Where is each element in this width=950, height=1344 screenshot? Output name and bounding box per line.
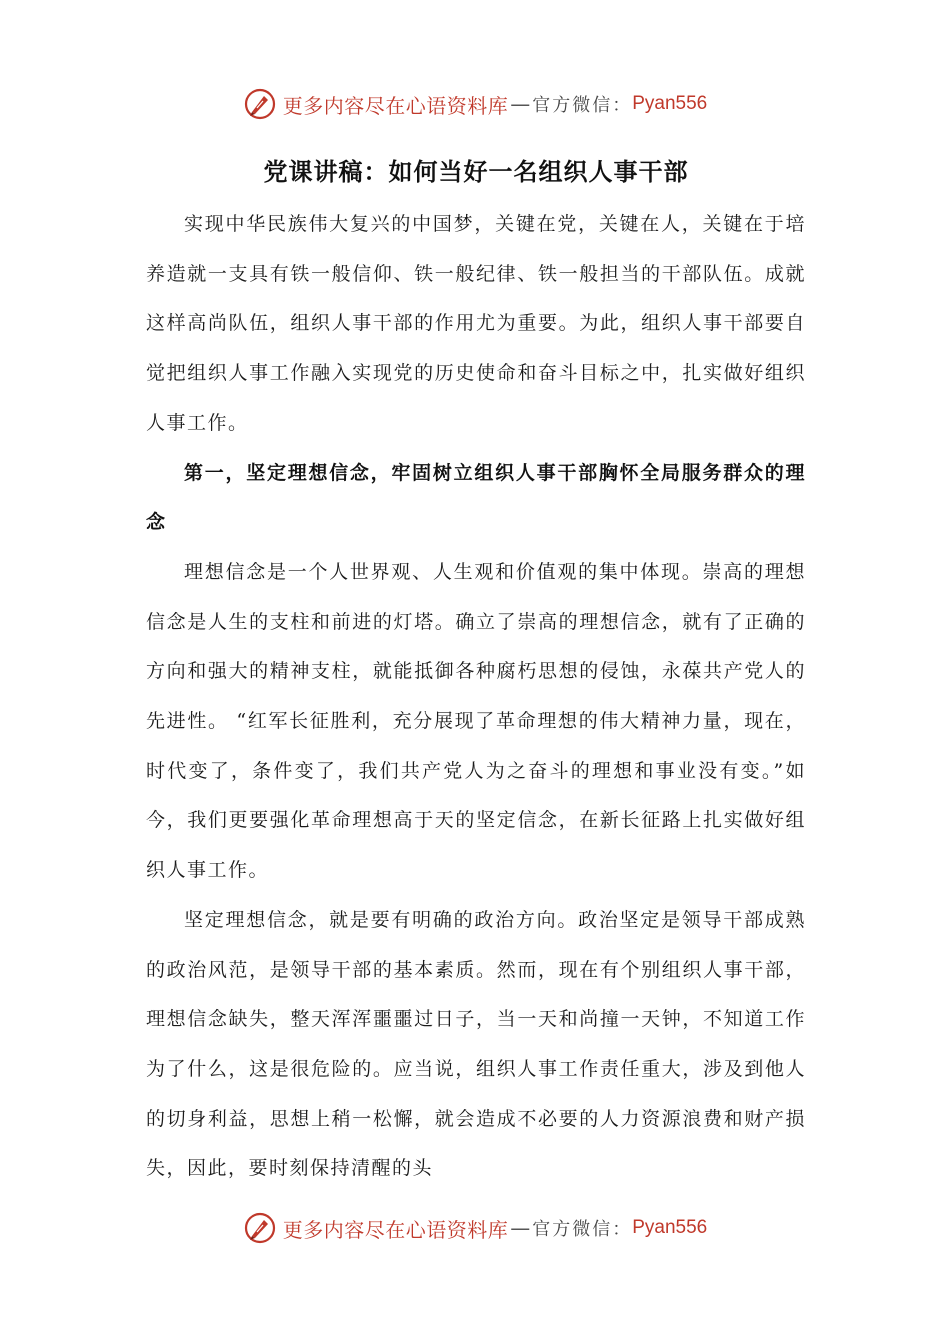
document-body (146, 150, 806, 1194)
paragraph-intro: 实现中华民族伟大复兴的中国梦，关键在党，关键在人，关键在于培养造就一支具有铁一般信仰、铁一般纪律、铁一般担当的干部队伍。成就这样高尚队伍，组织人事干部的作用尤为重要。为此，组织人事干部要自觉把组织人事工作融入实现党的历史使命和奋斗目标之中，扎实做好组织人事工作。 (146, 213, 806, 434)
banner-separator: — (510, 92, 531, 116)
banner-official-label: 官方微信： (532, 1219, 633, 1240)
footer-banner (0, 1208, 950, 1248)
pen-nib-logo-icon (243, 87, 277, 121)
pen-nib-logo-icon (243, 1211, 277, 1245)
banner-brand-text: 更多内容尽在心语资料库 (282, 93, 509, 118)
paragraph-political-direction: 坚定理想信念，就是要有明确的政治方向。政治坚定是领导干部成熟的政治风范，是领导干部的基本素质。然而，现在有个别组织人事干部，理想信念缺失，整天浑浑噩噩过日子，当一天和尚撞一天钟，不知道工作为了什么，这是很危险的。应当说，组织人事工作责任重大，涉及到他人的切身利益，思想上稍一松懈，就会造成不必要的人力资源浪费和财产损失，因此，要时刻保持清醒的头 (146, 908, 806, 1180)
banner-separator: — (510, 1216, 531, 1240)
banner-official-label: 官方微信： (532, 95, 633, 116)
banner-brand-text: 更多内容尽在心语资料库 (282, 1217, 509, 1242)
paragraph-ideals: 理想信念是一个人世界观、人生观和价值观的集中体现。崇高的理想信念是人生的支柱和前进的灯塔。确立了崇高的理想信念，就有了正确的方向和强大的精神支柱，就能抵御各种腐朽思想的侵蚀，永葆共产党人的先进性。 “红军长征胜利，充分展现了革命理想的伟大精神力量，现在，时代变了，条件变了，我们共产党人为之奋斗的理想和事业没有变。”如今，我们更要强化革命理想高于天的坚定信念，在新长征路上扎实做好组织人事工作。 (146, 560, 806, 882)
banner-wechat-id: Pyan556 (632, 93, 708, 114)
banner-wechat-id: Pyan556 (632, 1217, 708, 1238)
header-banner (0, 84, 950, 124)
section-heading-1: 第一，坚定理想信念，牢固树立组织人事干部胸怀全局服务群众的理念 (146, 461, 806, 534)
document-title: 党课讲稿：如何当好一名组织人事干部 (263, 157, 689, 186)
